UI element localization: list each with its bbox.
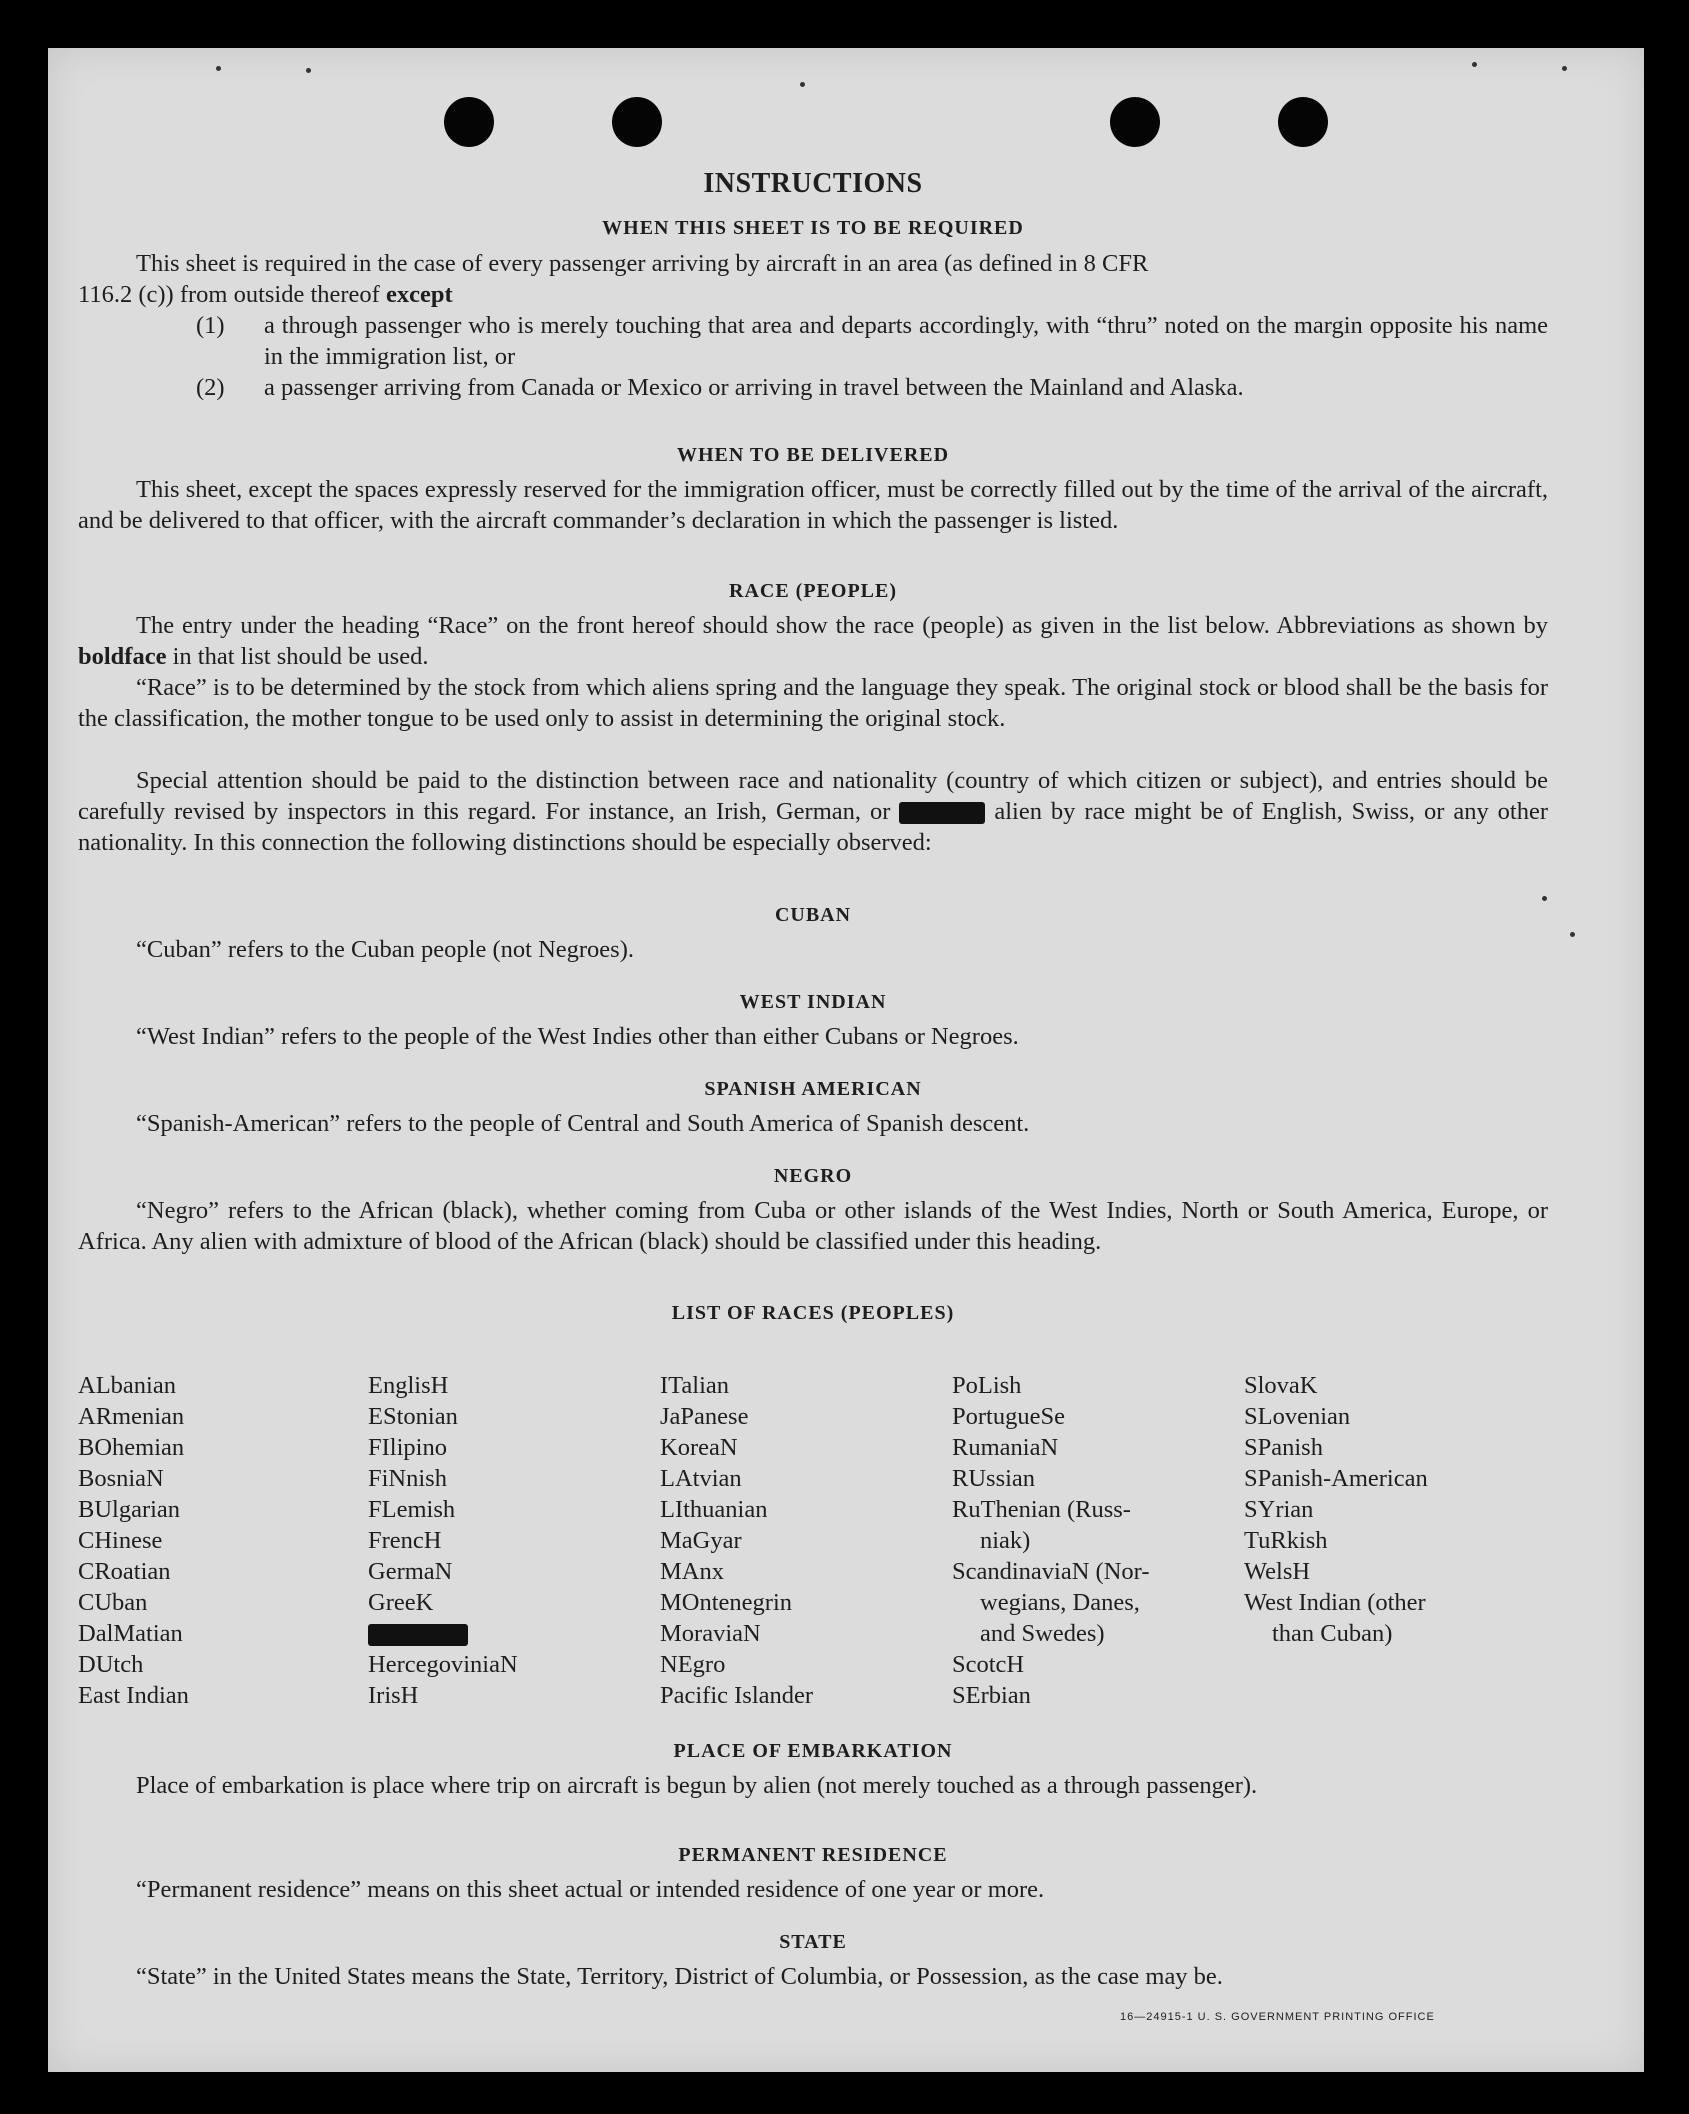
page-title: INSTRUCTIONS xyxy=(703,168,923,199)
list-title: LIST OF RACES (PEOPLES) xyxy=(671,1302,955,1324)
race-entry: BosniaN xyxy=(78,1465,164,1492)
redaction-mark xyxy=(368,1624,468,1646)
section-title-negro: NEGRO xyxy=(773,1165,853,1187)
race-entry: CRoatian xyxy=(78,1558,171,1585)
item-text: a through passenger who is merely touching that area and departs accordingly, with “thru” noted on the margin opposite his name in the immigration list, or xyxy=(264,312,1548,370)
punch-hole xyxy=(612,97,662,147)
race-entry: WelsH xyxy=(1244,1558,1311,1585)
dust-speck xyxy=(1472,62,1477,67)
race-column-1 xyxy=(78,1370,378,1711)
race-entry: LIthuanian xyxy=(660,1496,768,1523)
race-entry: SPanish xyxy=(1244,1434,1323,1461)
race-entry: BUlgarian xyxy=(78,1496,181,1523)
cuban-text: “Cuban” refers to the Cuban people (not Negroes). xyxy=(136,936,634,963)
punch-hole xyxy=(1278,97,1328,147)
race-entry: MaGyar xyxy=(660,1527,742,1554)
race-entry: West Indian (other xyxy=(1244,1589,1426,1616)
race-entry: EnglisH xyxy=(368,1372,449,1399)
race-entry: IrisH xyxy=(368,1682,419,1709)
race-entry: RuThenian (Russ- xyxy=(952,1496,1131,1523)
race-entry: MAnx xyxy=(660,1558,724,1585)
race-paragraph-3: Special attention should be paid to the distinction between race and nationality (country of which citizen or subject), and entries should be carefully revised by inspectors in this regard. For instance, an Irish, German, or alien by race might be of English, Swiss, or any other nationality. In this connection the following distinctions should be especially observed: xyxy=(78,767,1548,856)
section-title-residence: PERMANENT RESIDENCE xyxy=(678,1844,948,1866)
race-entry: TuRkish xyxy=(1244,1527,1328,1554)
race-entry: EStonian xyxy=(368,1403,458,1430)
state-text: “State” in the United States means the State, Territory, District of Columbia, or Possession, as the case may be. xyxy=(136,1963,1223,1990)
redacted-entry xyxy=(368,1618,668,1649)
race-entry: SlovaK xyxy=(1244,1372,1318,1399)
section-title-when-delivered: WHEN TO BE DELIVERED xyxy=(676,444,950,466)
dust-speck xyxy=(216,66,221,71)
section-title-embarkation: PLACE OF EMBARKATION xyxy=(673,1740,953,1762)
race-entry: MoraviaN xyxy=(660,1620,761,1647)
race-entry: KoreaN xyxy=(660,1434,738,1461)
west-indian-text: “West Indian” refers to the people of the West Indies other than either Cubans or Negroes. xyxy=(136,1023,1019,1050)
race-entry: LAtvian xyxy=(660,1465,742,1492)
section-title-west-indian: WEST INDIAN xyxy=(739,991,887,1013)
race-entry: DUtch xyxy=(78,1651,144,1678)
item-text: a passenger arriving from Canada or Mexico or arriving in travel between the Mainland and Alaska. xyxy=(264,374,1244,401)
race-entry: BOhemian xyxy=(78,1434,185,1461)
exception-item-2 xyxy=(196,372,1548,403)
section-title-spanish-american: SPANISH AMERICAN xyxy=(704,1078,922,1100)
race-entry-continuation: than Cuban) xyxy=(1272,1620,1393,1647)
race-entry: RUssian xyxy=(952,1465,1036,1492)
race-entry: ScotcH xyxy=(952,1651,1025,1678)
race-entry: CUban xyxy=(78,1589,148,1616)
dust-speck xyxy=(800,82,805,87)
race-entry: NEgro xyxy=(660,1651,726,1678)
race-entry: SLovenian xyxy=(1244,1403,1351,1430)
race-entry: ITalian xyxy=(660,1372,730,1399)
negro-text: “Negro” refers to the African (black), whether coming from Cuba or other islands of the West Indies, North or South America, Europe, or Africa. Any alien with admixture of blood of the African (black) should be classified under this heading. xyxy=(78,1197,1548,1255)
race-entry: Pacific Islander xyxy=(660,1682,814,1709)
when-required-intro-line1: This sheet is required in the case of every passenger arriving by aircraft in an area (as defined in 8 CFR xyxy=(136,250,1149,277)
race-column-3 xyxy=(660,1370,960,1711)
dust-speck xyxy=(1562,66,1567,71)
dust-speck xyxy=(1570,932,1575,937)
race-entry: SYrian xyxy=(1244,1496,1314,1523)
punch-hole xyxy=(1110,97,1160,147)
race-entry: SPanish-American xyxy=(1244,1465,1428,1492)
race-entry-continuation: and Swedes) xyxy=(980,1620,1105,1647)
section-title-race: RACE (PEOPLE) xyxy=(729,580,897,602)
race-entry: CHinese xyxy=(78,1527,163,1554)
race-entry: GreeK xyxy=(368,1589,434,1616)
when-delivered-text: This sheet, except the spaces expressly reserved for the immigration officer, must be correctly filled out by the time of the arrival of the aircraft, and be delivered to that officer, with the aircraft commander’s declaration in which the passenger is listed. xyxy=(78,476,1548,534)
race-column-2 xyxy=(368,1370,668,1711)
race-entry-continuation: niak) xyxy=(980,1527,1031,1554)
race-entry: MOntenegrin xyxy=(660,1589,792,1616)
embarkation-text: Place of embarkation is place where trip on aircraft is begun by alien (not merely touched as a through passenger). xyxy=(136,1772,1258,1799)
race-entry: JaPanese xyxy=(660,1403,749,1430)
section-title-when-required: WHEN THIS SHEET IS TO BE REQUIRED xyxy=(602,217,1024,239)
race-entry: FLemish xyxy=(368,1496,456,1523)
race-entry: ARmenian xyxy=(78,1403,185,1430)
race-entry: GermaN xyxy=(368,1558,453,1585)
race-entry: ALbanian xyxy=(78,1372,176,1399)
print-footer: 16—24915-1 U. S. GOVERNMENT PRINTING OFFICE xyxy=(1120,2011,1435,2023)
redaction-mark xyxy=(899,802,985,824)
race-column-5 xyxy=(1244,1370,1544,1649)
race-entry-continuation: wegians, Danes, xyxy=(980,1589,1140,1616)
race-entry: RumaniaN xyxy=(952,1434,1059,1461)
race-entry: HercegoviniaN xyxy=(368,1651,518,1678)
race-entry: DalMatian xyxy=(78,1620,183,1647)
when-required-intro-line2: 116.2 (c)) from outside thereof except xyxy=(78,281,453,308)
spanish-american-text: “Spanish-American” refers to the people of Central and South America of Spanish descent. xyxy=(136,1110,1030,1137)
race-entry: FIlipino xyxy=(368,1434,447,1461)
race-entry: East Indian xyxy=(78,1682,189,1709)
item-number: (2) xyxy=(196,374,225,401)
exception-item-1 xyxy=(196,310,1548,372)
race-entry: SErbian xyxy=(952,1682,1031,1709)
section-title-state: STATE xyxy=(779,1931,847,1953)
race-entry: PoLish xyxy=(952,1372,1022,1399)
item-number: (1) xyxy=(196,312,225,339)
document-sheet xyxy=(48,48,1644,2072)
race-column-4 xyxy=(952,1370,1252,1711)
residence-text: “Permanent residence” means on this sheet actual or intended residence of one year or more. xyxy=(136,1876,1045,1903)
punch-hole xyxy=(444,97,494,147)
dust-speck xyxy=(306,68,311,73)
race-entry: FrencH xyxy=(368,1527,442,1554)
section-title-cuban: CUBAN xyxy=(774,904,852,926)
race-paragraph-1: The entry under the heading “Race” on the front hereof should show the race (people) as given in the list below. Abbreviations as shown by boldface in that list should be used. xyxy=(78,612,1548,670)
race-entry: ScandinaviaN (Nor- xyxy=(952,1558,1150,1585)
race-paragraph-2: “Race” is to be determined by the stock from which aliens spring and the language they speak. The original stock or blood shall be the basis for the classification, the mother tongue to be used only to assist in determining the original stock. xyxy=(78,674,1548,732)
race-entry: FiNnish xyxy=(368,1465,447,1492)
race-entry: PortugueSe xyxy=(952,1403,1065,1430)
